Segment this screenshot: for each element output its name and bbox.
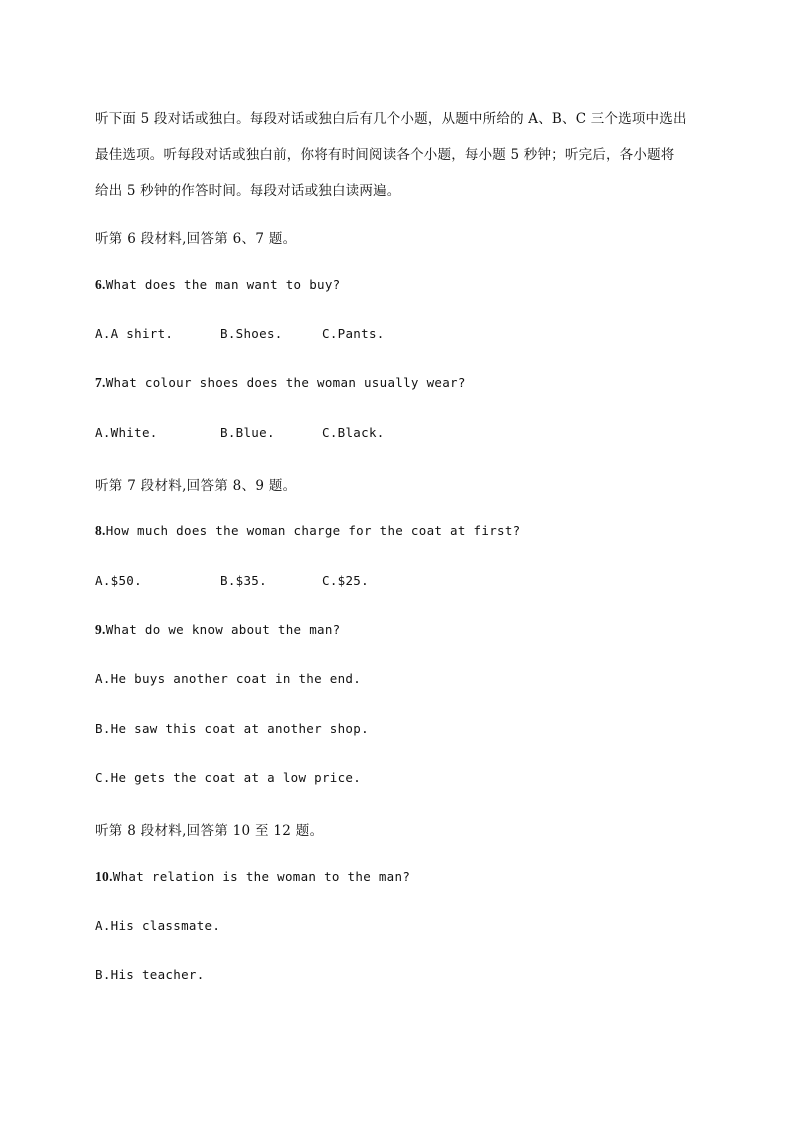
instructions-line-1: 听下面 5 段对话或独白。每段对话或独白后有几个小题，从题中所给的 A、B、C 三个选项中选出 — [95, 111, 687, 127]
question-8-option-c: C.$25. — [322, 573, 369, 588]
question-7-option-a: A.White. — [95, 425, 158, 440]
question-10-option-a: A.His classmate. — [95, 918, 221, 933]
question-10-number: 10. — [95, 869, 113, 884]
question-10-text: What relation is the woman to the man? — [112, 869, 411, 884]
section-8-heading: 听第 8 段材料,回答第 10 至 12 题。 — [95, 823, 324, 839]
instructions — [95, 101, 695, 209]
question-7-option-c: C.Black. — [322, 425, 385, 440]
question-7-text: What colour shoes does the woman usually wear? — [105, 375, 466, 390]
question-6-text: What does the man want to buy? — [105, 277, 341, 292]
question-8-option-a: A.$50. — [95, 573, 142, 588]
question-8-option-b: B.$35. — [220, 573, 267, 588]
question-10 — [95, 869, 410, 885]
instructions-line-2: 最佳选项。听每段对话或独白前，你将有时间阅读各个小题，每小题 5 秒钟；听完后，各小题将 — [95, 147, 675, 163]
question-10-option-b: B.His teacher. — [95, 967, 205, 982]
question-9 — [95, 622, 341, 638]
instructions-line-3: 给出 5 秒钟的作答时间。每段对话或独白读两遍。 — [95, 183, 401, 199]
question-9-option-b: B.He saw this coat at another shop. — [95, 721, 369, 736]
question-9-option-a: A.He buys another coat in the end. — [95, 671, 362, 686]
question-9-number: 9. — [95, 622, 106, 637]
question-8-text: How much does the woman charge for the coat at first? — [105, 523, 521, 538]
question-6-number: 6. — [95, 277, 106, 292]
section-6-heading: 听第 6 段材料,回答第 6、7 题。 — [95, 231, 297, 247]
question-9-text: What do we know about the man? — [105, 622, 341, 637]
question-6-option-b: B.Shoes. — [220, 326, 283, 341]
section-7-heading: 听第 7 段材料,回答第 8、9 题。 — [95, 478, 297, 494]
question-8-number: 8. — [95, 523, 106, 538]
question-7-number: 7. — [95, 375, 106, 390]
question-7 — [95, 375, 466, 391]
question-6 — [95, 277, 341, 293]
question-8 — [95, 523, 521, 539]
question-7-option-b: B.Blue. — [220, 425, 275, 440]
question-6-option-c: C.Pants. — [322, 326, 385, 341]
question-6-option-a: A.A shirt. — [95, 326, 174, 341]
question-9-option-c: C.He gets the coat at a low price. — [95, 770, 362, 785]
